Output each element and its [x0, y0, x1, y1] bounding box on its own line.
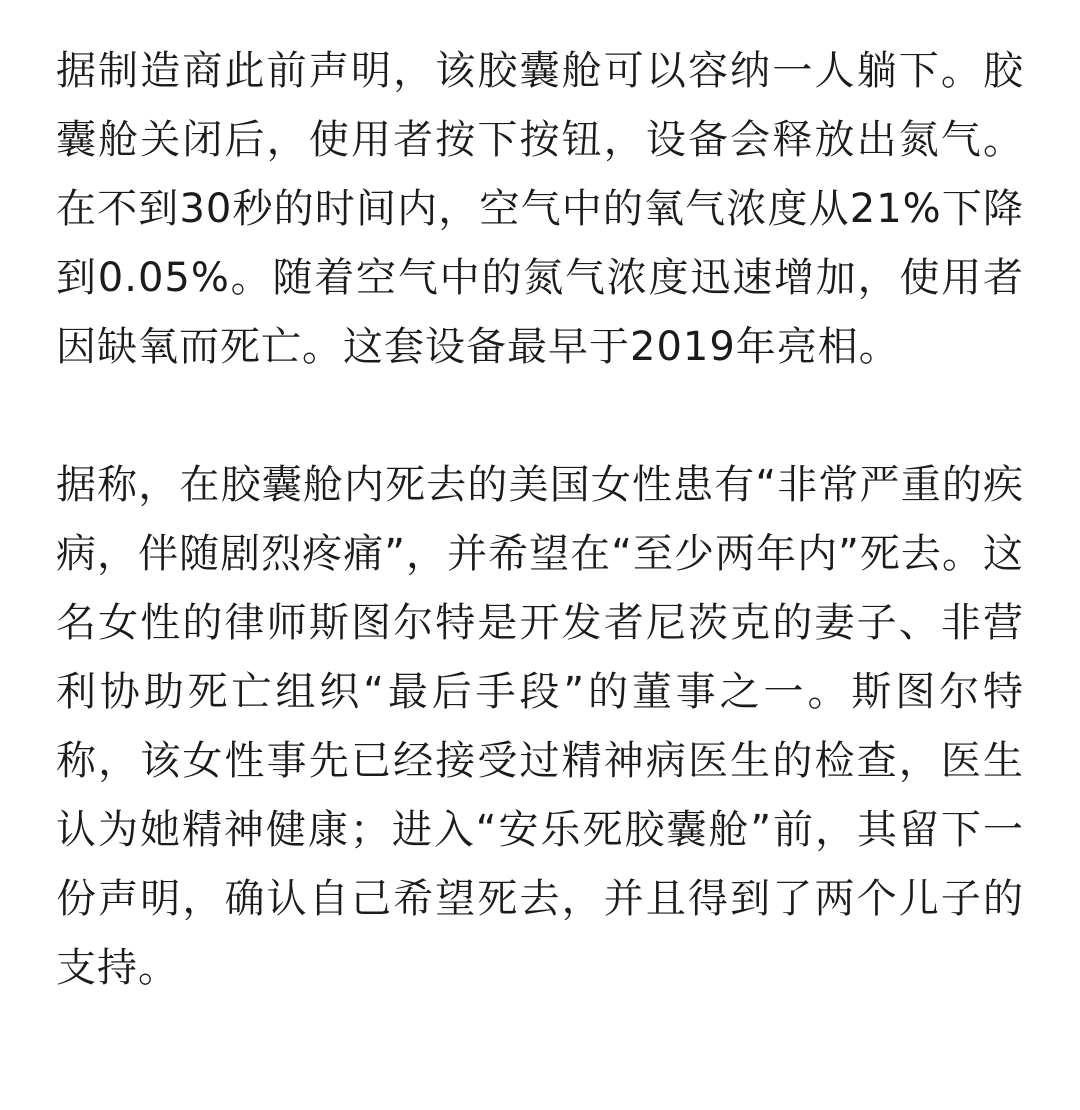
paragraph-2: 据称，在胶囊舱内死去的美国女性患有“非常严重的疾病，伴随剧烈疼痛”，并希望在“至少两年内”死去。这名女性的律师斯图尔特是开发者尼茨克的妻子、非营利协助死亡组织“最后手段”的董事之一。斯图尔特称，该女性事先已经接受过精神病医生的检查，医生认为她精神健康；进入“安乐死胶囊舱”前，其留下一份声明，确认自己希望死去，并且得到了两个儿子的支持。 — [56, 462, 1024, 991]
paragraph-1: 据制造商此前声明，该胶囊舱可以容纳一人躺下。胶囊舱关闭后，使用者按下按钮，设备会释放出氮气。在不到30秒的时间内，空气中的氧气浓度从21%下降到0.05%。随着空气中的氮气浓度迅速增加，使用者因缺氧而死亡。这套设备最早于2019年亮相。 — [56, 48, 1024, 370]
